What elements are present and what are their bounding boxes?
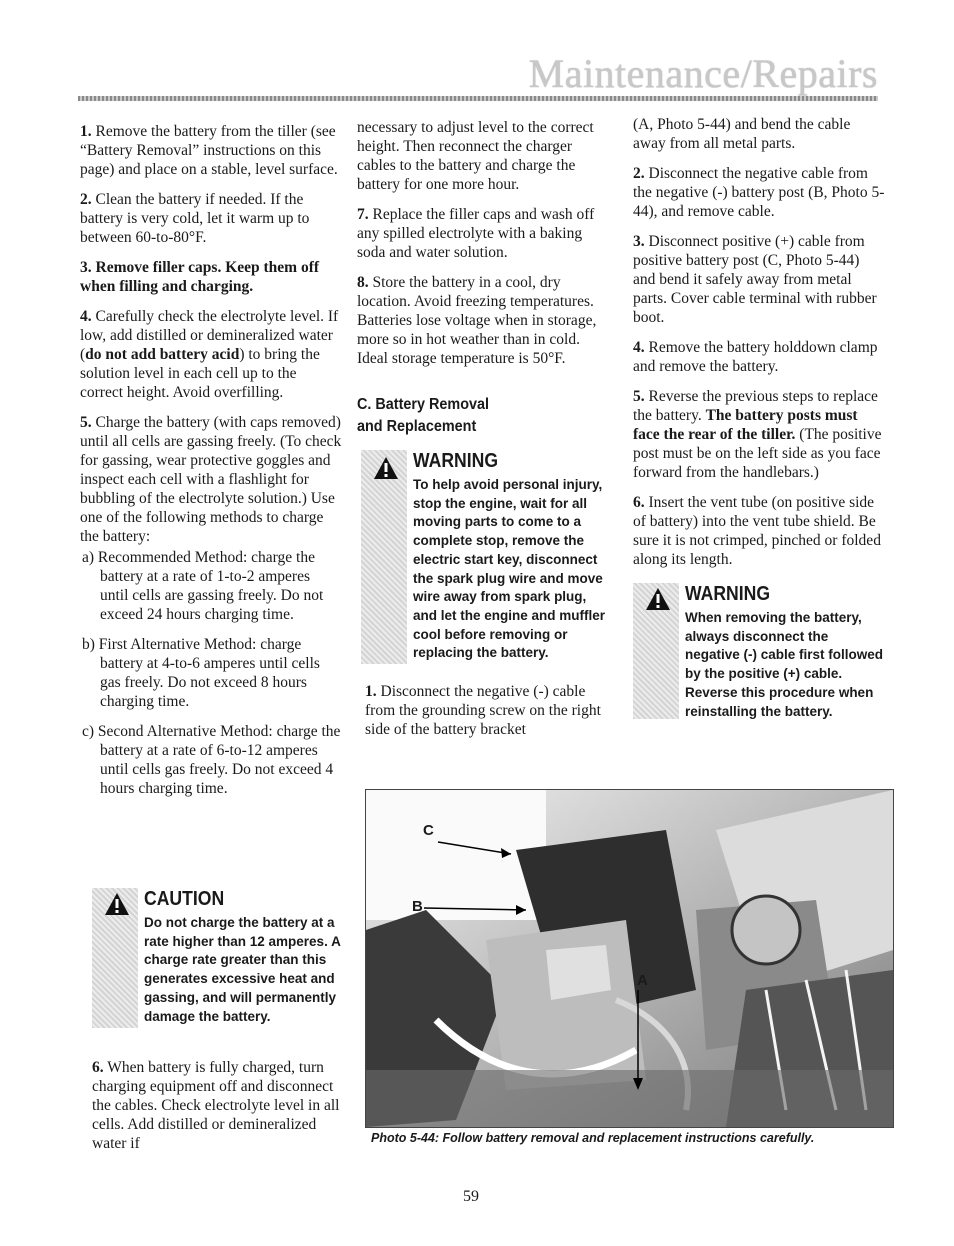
step-1: 1. Remove the battery from the tiller (see “Battery Removal” instructions on this page) and place on a stable, level surface. xyxy=(80,123,338,178)
warning-box-1 xyxy=(361,450,611,664)
warning-title: WARNING xyxy=(685,583,771,605)
step-6-continued: necessary to adjust level to the correct height. Then reconnect the charger cables to the battery and charge the battery for one more hour. xyxy=(357,119,594,193)
column-2 xyxy=(357,118,611,750)
column-3 xyxy=(633,115,885,739)
removal-step-3: 3. Disconnect positive (+) cable from positive battery post (C, Photo 5-44) and bend it safely away from metal parts. Cover cable terminal with rubber boot. xyxy=(633,233,877,326)
page-title: Maintenance/Repairs xyxy=(528,51,878,96)
page-number: 59 xyxy=(463,1188,479,1205)
header-rule xyxy=(78,96,878,101)
section-heading: C. Battery Removal and Replacement xyxy=(357,396,490,435)
step-8: 8. Store the battery in a cool, dry location. Avoid freezing temperatures. Batteries lose voltage when in storage, more so in hot weather than in cold. Ideal storage temperature is 50°F. xyxy=(357,274,597,367)
step-7: 7. Replace the filler caps and wash off any spilled electrolyte with a baking soda and water solution. xyxy=(357,206,595,261)
step-6: 6. When battery is fully charged, turn charging equipment off and disconnect the cables. Check electrolyte level in all cells. Add distilled or demineralized water if xyxy=(92,1059,340,1152)
warning-title: WARNING xyxy=(413,450,499,472)
removal-step-4: 4. Remove the battery holddown clamp and remove the battery. xyxy=(633,339,878,375)
removal-step-2: 2. Disconnect the negative cable from the negative (-) battery post (B, Photo 5-44), and remove cable. xyxy=(633,165,885,220)
removal-step-6: 6. Insert the vent tube (on positive side of battery) into the vent tube shield. Be sure it is not crimped, pinched or folded along its length. xyxy=(633,494,881,568)
step-5: 5. Charge the battery (with caps removed) until all cells are gassing freely. (To check for gassing, wear protective goggles and inspect each cell with a flashlight for bubbling of the electrolyte solution.) Use one of the following methods to charge the battery: xyxy=(80,414,342,545)
removal-step-1: 1. Disconnect the negative (-) cable from the grounding screw on the right side of the battery bracket xyxy=(365,683,601,738)
method-a: a) Recommended Method: charge the battery at a rate of 1-to-2 amperes until cells are gassing freely. Do not exceed 24 hours charging time. xyxy=(82,549,324,623)
warning-box-2 xyxy=(633,583,885,721)
photo-caption: Photo 5-44: Follow battery removal and replacement instructions carefully. xyxy=(371,1131,815,1145)
caution-triangle-icon xyxy=(104,892,130,916)
photo-label-b: B xyxy=(412,898,423,915)
warning-text: To help avoid personal injury, stop the engine, wait for all moving parts to come to a complete stop, remove the electric start key, disconnect the spark plug wire and move wire away from spark plug, and let the engine and muffler cool before removing or replacing the battery. xyxy=(413,477,606,661)
warning-triangle-icon xyxy=(645,587,671,611)
step-3: 3. Remove filler caps. Keep them off when filling and charging. xyxy=(80,259,320,295)
warning-triangle-icon xyxy=(373,456,399,480)
caution-box xyxy=(92,888,342,1028)
battery-photo xyxy=(365,789,894,1128)
photo-label-c: C xyxy=(423,822,434,839)
removal-step-5: 5. Reverse the previous steps to replace the battery. The battery posts must face the rear of the tiller. (The positive post must be on the left side as you face forward from the handlebars.) xyxy=(633,388,882,481)
photo-label-a: A xyxy=(637,972,648,989)
step-4: 4. Carefully check the electrolyte level. If low, add distilled or demineralized water (do not add battery acid) to bring the solution level in each cell up to the correct height. Avoid overfilling. xyxy=(80,308,339,401)
step-2: 2. Clean the battery if needed. If the battery is very cold, let it warm up to between 60-to-80°F. xyxy=(80,191,310,246)
caution-title: CAUTION xyxy=(144,888,225,910)
warning-text: When removing the battery, always disconnect the negative (-) cable first followed by the positive (+) cable. Reverse this procedure when reinstalling the battery. xyxy=(685,610,884,719)
method-b: b) First Alternative Method: charge battery at 4-to-6 amperes until cells gas freely. Do not exceed 8 hours charging time. xyxy=(82,636,320,710)
battery-photo-image xyxy=(366,790,893,1127)
method-c: c) Second Alternative Method: charge the battery at a rate of 6-to-12 amperes until cells gas freely. Do not exceed 4 hours charging time. xyxy=(82,723,341,797)
column-1 xyxy=(80,122,342,809)
removal-step-1-continued: (A, Photo 5-44) and bend the cable away from all metal parts. xyxy=(633,116,851,152)
caution-text: Do not charge the battery at a rate higher than 12 amperes. A charge rate greater than this generates excessive heat and gassing, and will permanently damage the battery. xyxy=(144,915,341,1024)
